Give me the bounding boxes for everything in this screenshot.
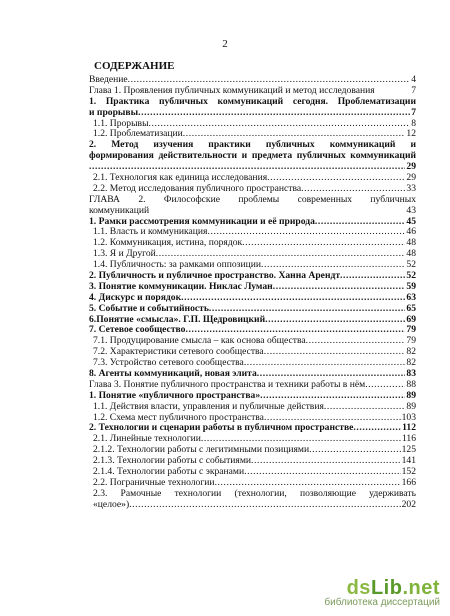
toc-page-number: 46 — [406, 226, 416, 238]
toc-entry-text: 7.3. Устройство сетевого сообщества — [93, 357, 244, 369]
leader-dots — [265, 315, 405, 326]
toc-entry-text: 2.1.4. Технологии работы с экранами — [93, 466, 245, 478]
toc-page-number: 82 — [406, 357, 416, 369]
toc-page-number: 152 — [401, 466, 416, 478]
toc-page-number: 125 — [401, 444, 416, 456]
leader-dots — [353, 423, 401, 434]
toc-entry-text: коммуникаций — [89, 204, 150, 216]
toc-entry-text: 2.2. Пограничные технологии — [93, 476, 215, 488]
toc-entry-text: 1. Рамки рассмотрения коммуникации и её природа — [89, 215, 315, 227]
toc-page-number: 7 — [411, 84, 416, 96]
leader-dots — [365, 380, 405, 391]
toc-page-number: 29 — [406, 161, 416, 173]
toc-entry-text: 2.2. Метод исследования публичного пространства — [93, 182, 302, 194]
toc-page-number: 166 — [401, 476, 416, 488]
toc-entry-text: «целое») — [93, 498, 130, 510]
toc-title: СОДЕРЖАНИЕ — [94, 60, 175, 72]
toc-entry-text: 1.2. Схема мест публичного пространства — [93, 411, 264, 423]
toc-page-number: 202 — [401, 498, 416, 510]
toc-page-number: 45 — [406, 215, 416, 227]
toc-entry — [89, 489, 416, 511]
toc-entry-text: 2.3. Рамочные технологии (технологии, позволяющие удерживать — [93, 487, 416, 499]
toc-entry-text: 1.1. Действия власти, управления и публичные действия — [93, 400, 324, 412]
leader-dots — [273, 282, 406, 293]
toc-entry-text: 1.1. Прорывы — [93, 117, 149, 129]
toc-page-number: 141 — [401, 455, 416, 467]
toc-page-number: 48 — [406, 237, 416, 249]
leader-dots — [315, 217, 406, 228]
watermark — [324, 577, 440, 608]
toc-page-number: 82 — [406, 346, 416, 358]
toc-entry-text: 3. Понятие коммуникации. Никлас Луман — [89, 280, 273, 292]
toc-page-number: 79 — [406, 324, 416, 336]
toc-entry — [89, 402, 416, 413]
watermark-logo: dsLib.net — [346, 577, 440, 599]
toc-page-number: 112 — [402, 422, 416, 434]
leader-dots — [309, 445, 400, 456]
toc-entry-text: 7.1. Продуцирование смысла – как основа общества — [93, 335, 306, 347]
toc-entry-text: 2.1.2. Технологии работы с легитимными позициями — [93, 444, 310, 456]
toc-entry-text: 1.2. Проблематизации — [93, 128, 183, 140]
leader-dots — [324, 402, 406, 413]
toc-page-number: 12 — [406, 128, 416, 140]
toc-entry-text: 4. Дискурс и порядок — [89, 291, 182, 303]
toc-entry-text: 7.2. Характеристики сетевого сообщества — [93, 346, 264, 358]
toc-entry — [89, 140, 416, 173]
leader-dots — [264, 347, 406, 358]
toc-entry-text: Глава 1. Проявления публичных коммуникаций и метод исследования — [89, 84, 375, 96]
leader-dots — [181, 293, 405, 304]
toc-page-number: 89 — [406, 400, 416, 412]
leader-dots — [209, 304, 405, 315]
toc-entry-text: Введение — [89, 73, 128, 85]
toc-page-number: 52 — [406, 259, 416, 271]
toc-entry-text: 7. Сетевое сообщество — [89, 324, 186, 336]
page-number: 2 — [222, 38, 228, 50]
toc-page-number: 43 — [406, 204, 416, 216]
toc-entry-text: 2.1. Технология как единица исследования — [93, 172, 268, 183]
toc-entry-text: и прорывы — [89, 106, 139, 118]
toc-entry-text: 1.4. Публичность: за рамками оппозиции — [93, 259, 261, 271]
toc-entry-text: 2. Метод изучения практики публичных коммуникаций и — [89, 139, 416, 151]
toc-entry-text: 1.3. Я и Другой — [93, 248, 156, 260]
toc-page-number: 89 — [406, 389, 416, 401]
toc-entry-text: 2. Публичность и публичное пространство. Ханна Арендт — [89, 270, 341, 282]
toc-page-number: 29 — [406, 172, 416, 183]
toc-page-number: 116 — [401, 433, 416, 445]
toc-page-number: 69 — [406, 313, 416, 325]
toc-page-number: 103 — [401, 411, 416, 423]
toc-entry-text: ГЛАВА 2. Философские проблемы современных публичных — [89, 193, 416, 205]
leader-dots — [244, 467, 400, 478]
leader-dots — [149, 119, 411, 130]
toc-entry — [89, 195, 416, 217]
toc-entry-text: 1. Практика публичных коммуникаций сегодня. Проблематизации — [89, 95, 416, 107]
toc-page-number: 59 — [406, 280, 416, 292]
toc-page-number: 65 — [406, 302, 416, 314]
leader-dots — [340, 271, 405, 282]
table-of-contents — [89, 75, 416, 511]
leader-dots — [129, 500, 400, 511]
toc-entry — [89, 97, 416, 119]
toc-entry-text: 1.2. Коммуникация, истина, порядок — [93, 237, 243, 249]
toc-page-number: 4 — [411, 73, 416, 85]
toc-entry — [89, 304, 416, 315]
toc-entry-text: 2. Технологии и сценарии работы в публичном пространстве — [89, 422, 354, 434]
toc-page-number: 33 — [406, 182, 416, 194]
toc-entry-text: 1. Понятие «публичного пространства» — [89, 389, 261, 401]
toc-page-number: 63 — [406, 291, 416, 303]
leader-dots — [306, 336, 406, 347]
toc-entry-text: Глава 3. Понятие публичного пространства и техники работы в нём — [89, 378, 366, 390]
leader-dots — [138, 108, 410, 119]
leader-dots — [242, 238, 405, 249]
toc-entry-text: 2.1. Линейные технологии — [93, 433, 201, 445]
toc-entry-text: 8. Агенты коммуникаций, новая элита — [89, 368, 257, 380]
toc-entry-text: 1.1. Власть и коммуникация — [93, 226, 208, 238]
toc-entry-text: 2.1.3. Технологии работы с событиями — [93, 455, 252, 467]
leader-dots — [251, 456, 401, 467]
toc-page-number: 48 — [406, 248, 416, 260]
toc-entry-text: 5. Событие и событийность — [89, 302, 209, 314]
toc-page-number: 79 — [406, 335, 416, 347]
leader-dots — [244, 358, 406, 369]
toc-page-number: 88 — [406, 378, 416, 390]
toc-page-number: 7 — [411, 106, 416, 118]
toc-entry-text: формирования действительности и предмета публичных коммуникаций — [89, 150, 416, 162]
toc-page-number: 8 — [411, 117, 416, 129]
toc-page-number: 83 — [406, 368, 416, 380]
watermark-subtitle: библиотека диссертаций — [324, 597, 440, 608]
toc-page-number: 52 — [406, 270, 416, 282]
toc-entry-text: 6.Понятие «смысла». Г.П. Щедровицкий — [89, 313, 266, 325]
